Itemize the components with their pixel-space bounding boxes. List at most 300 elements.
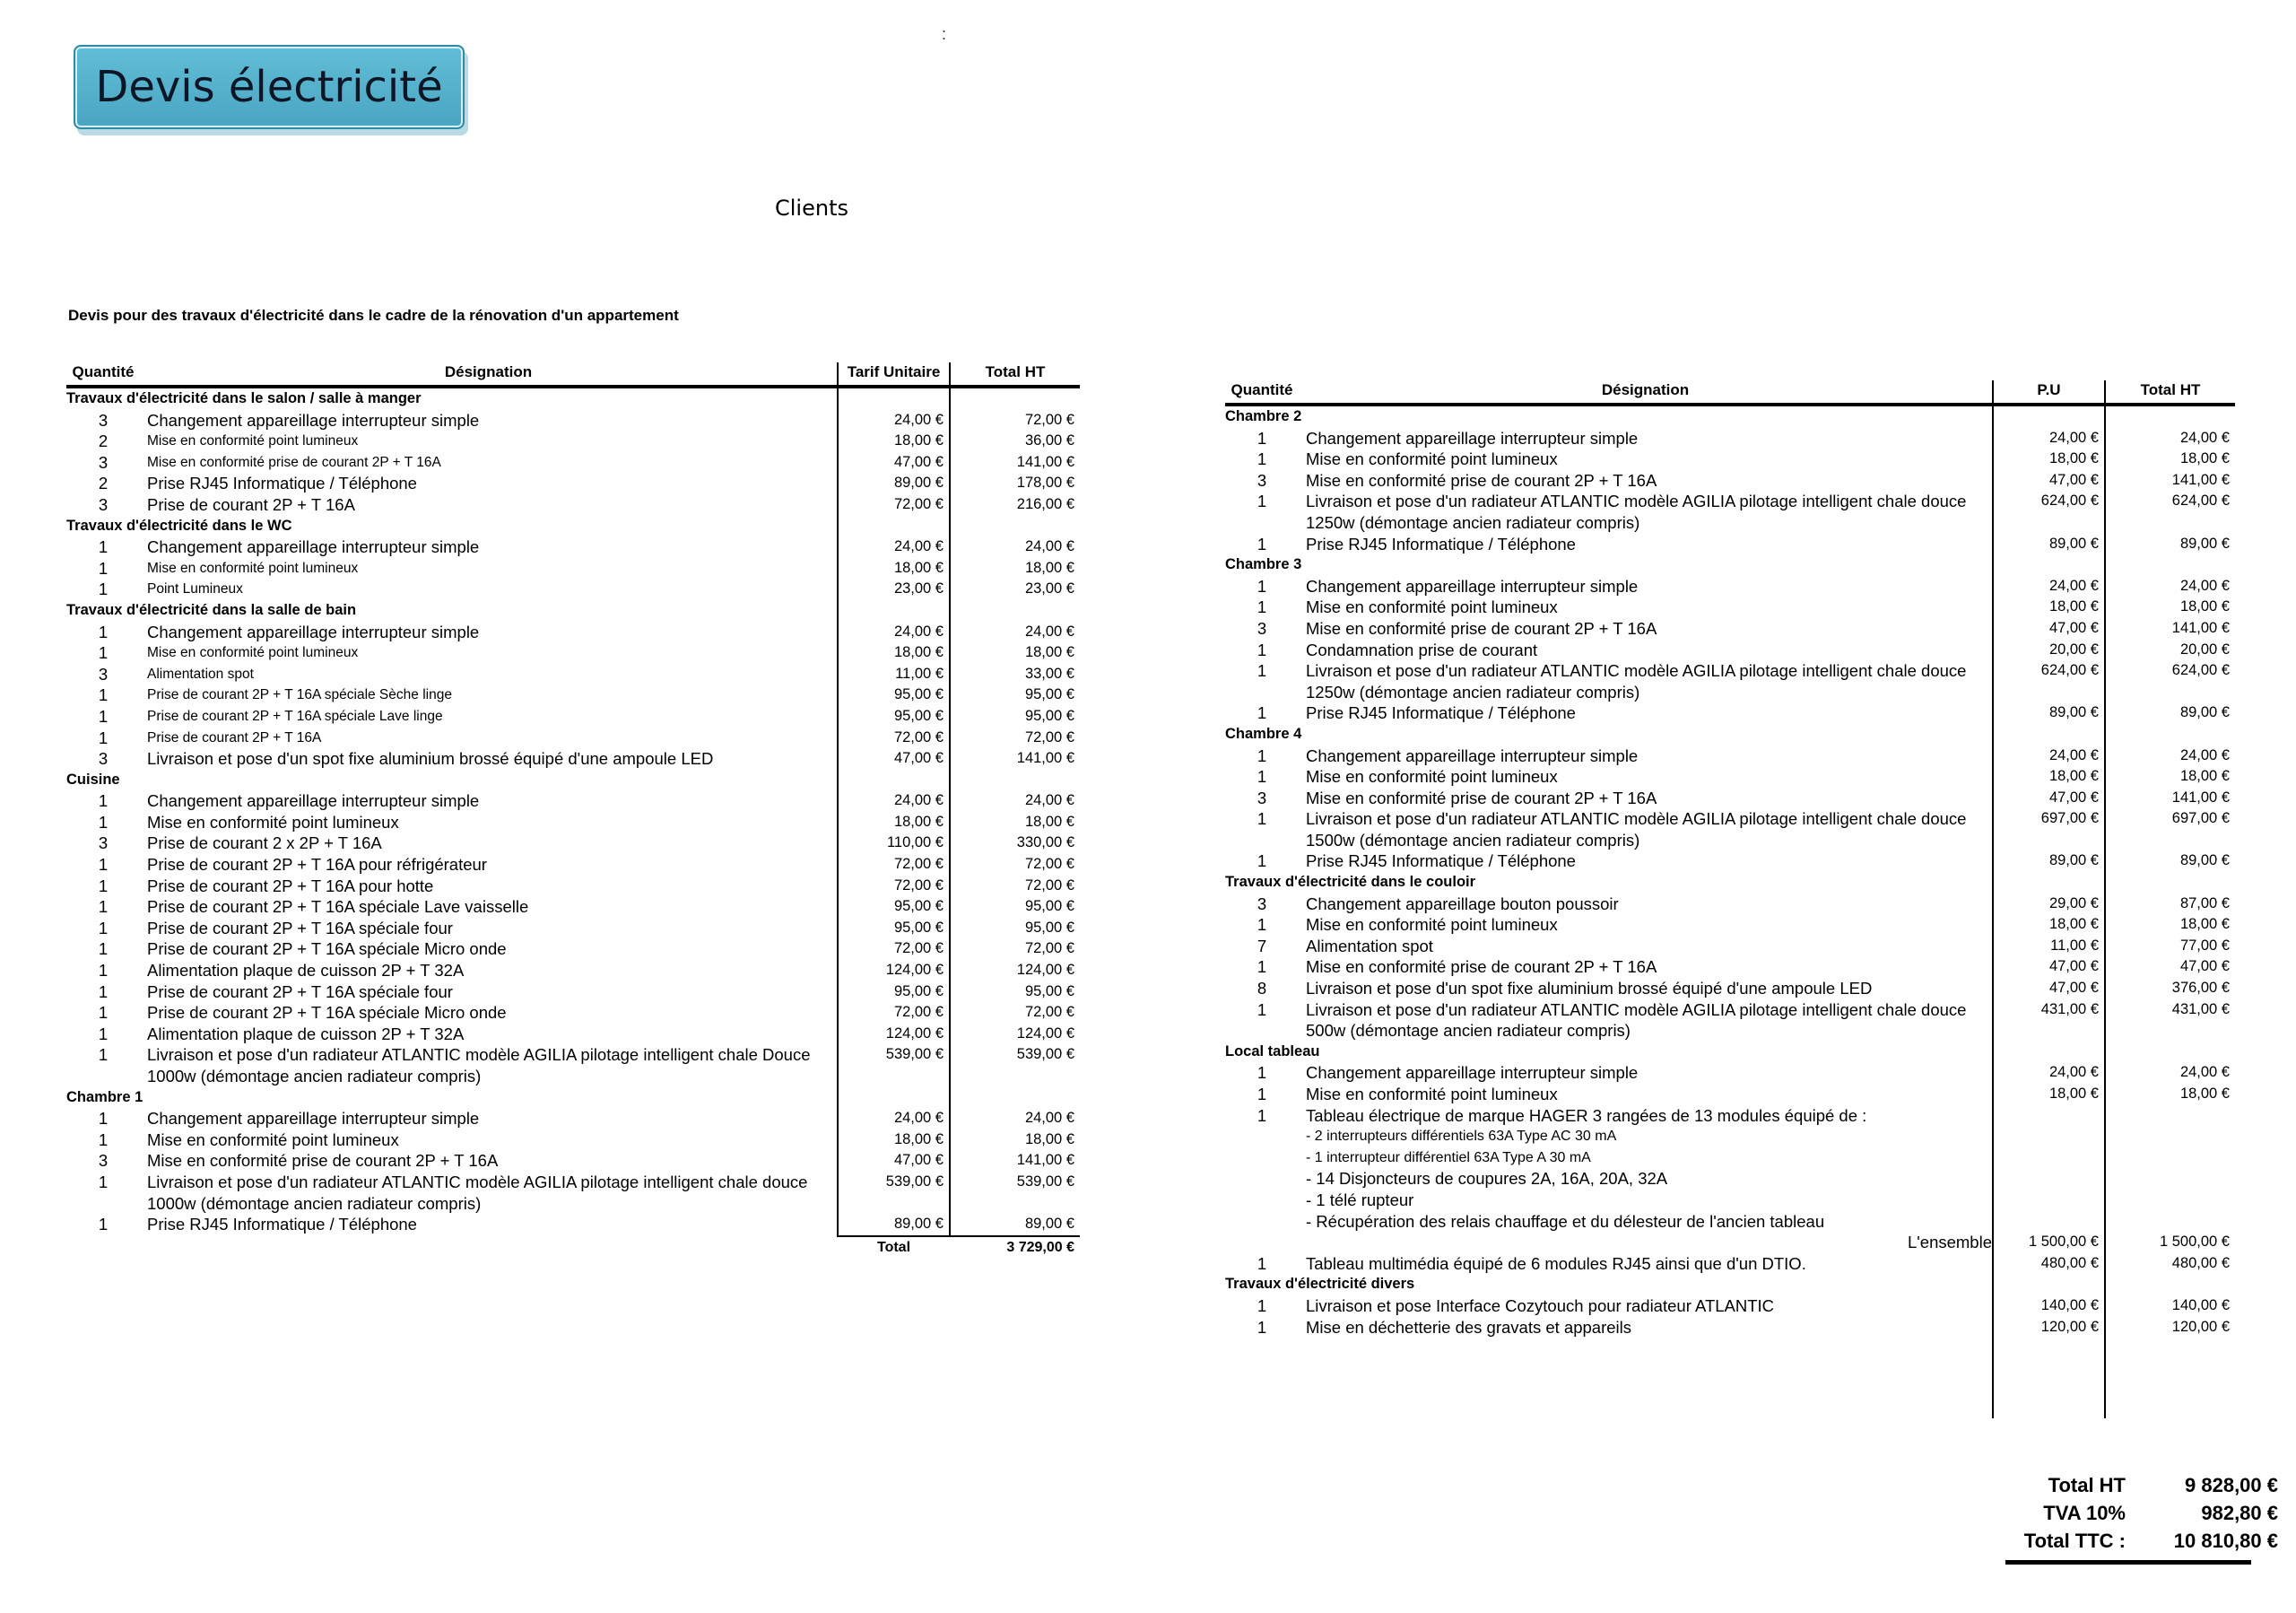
quantity-cell xyxy=(1225,1147,1299,1169)
designation-cell: - 14 Disjoncteurs de coupures 2A, 16A, 20A, 32A xyxy=(1306,1169,1668,1189)
quantity-cell: 1 xyxy=(98,728,109,747)
designation-cell: Prise de courant 2P + T 16A spéciale four xyxy=(147,981,453,1001)
unit-price-cell: 47,00 € xyxy=(1993,956,2105,978)
quantity-cell: 1 xyxy=(1257,597,1267,617)
designation-cell: Livraison et pose d'un radiateur ATLANTIC modèle AGILIA pilotage intelligent chale douce 1500w (démontage ancien radiateur compris) xyxy=(1306,809,1967,850)
quantity-cell: 1 xyxy=(98,918,109,937)
unit-price-cell: 89,00 € xyxy=(1993,850,2105,872)
quantity-cell: 1 xyxy=(1257,640,1267,659)
unit-price-cell: 89,00 € xyxy=(1993,534,2105,555)
line-item-row xyxy=(66,981,1080,1003)
line-item-row xyxy=(1225,766,2235,788)
designation-cell: Prise RJ45 Informatique / Téléphone xyxy=(1306,534,1576,554)
total-cell: 18,00 € xyxy=(2179,1086,2230,1102)
unit-price-cell: 624,00 € xyxy=(1993,660,2105,702)
line-item-row xyxy=(66,1044,1080,1086)
unit-price-cell xyxy=(1993,1274,2105,1295)
section-heading-row xyxy=(1225,1042,2235,1063)
total-cell: 89,00 € xyxy=(2179,852,2230,869)
unit-price-cell: 18,00 € xyxy=(838,431,950,452)
unit-price-cell: 18,00 € xyxy=(1993,766,2105,788)
line-item-row xyxy=(66,431,1080,452)
designation-cell: Changement appareillage interrupteur simple xyxy=(147,622,480,641)
quantity-cell: 1 xyxy=(1257,915,1267,935)
designation-cell: Mise en conformité point lumineux xyxy=(1306,767,1558,787)
quantity-cell: 1 xyxy=(98,1109,109,1129)
quantity-cell: 1 xyxy=(98,812,109,832)
total-ht-label: Total HT xyxy=(2048,1473,2126,1496)
designation-cell: Prise de courant 2P + T 16A spéciale four xyxy=(147,918,453,937)
line-item-row xyxy=(66,494,1080,516)
total-cell: 120,00 € xyxy=(2171,1318,2230,1335)
unit-price-cell: 11,00 € xyxy=(838,664,950,685)
line-item-row xyxy=(1225,1232,2235,1253)
quantity-cell: 3 xyxy=(98,452,109,472)
total-cell: 24,00 € xyxy=(1024,1110,1074,1127)
quantity-cell: 1 xyxy=(98,1129,109,1149)
designation-cell: Livraison et pose d'un radiateur ATLANTIC modèle AGILIA pilotage intelligent chale douce 1250w (démontage ancien radiateur compris) xyxy=(1306,661,1967,702)
line-item-row xyxy=(1225,1190,2235,1211)
quantity-cell: 1 xyxy=(1257,661,1267,681)
designation-cell: Mise en conformité prise de courant 2P + T 16A xyxy=(1306,957,1657,977)
total-cell: 140,00 € xyxy=(2171,1296,2230,1313)
right-quote-table xyxy=(1225,380,2235,1418)
designation-cell: Livraison et pose d'un radiateur ATLANTIC modèle AGILIA pilotage intelligent chale douce 1000w (démontage ancien radiateur compris) xyxy=(147,1172,808,1213)
quantity-cell: 1 xyxy=(98,939,109,959)
quantity-cell: 3 xyxy=(98,833,109,853)
designation-cell: Condamnation prise de courant xyxy=(1306,640,1538,659)
designation-cell: Changement appareillage interrupteur simple xyxy=(147,537,480,557)
subtotal-row xyxy=(66,1236,1080,1259)
total-cell xyxy=(2105,1274,2235,1295)
designation-cell: Point Lumineux xyxy=(147,581,243,597)
line-item-row xyxy=(66,664,1080,685)
section-heading-row xyxy=(1225,724,2235,745)
total-cell: 141,00 € xyxy=(1016,1152,1074,1169)
total-cell: 431,00 € xyxy=(2171,1000,2230,1017)
section-heading-row xyxy=(1225,554,2235,576)
unit-price-cell: 24,00 € xyxy=(838,790,950,812)
designation-cell: Changement appareillage interrupteur simple xyxy=(1306,428,1639,448)
line-item-row xyxy=(66,410,1080,432)
designation-cell: Mise en conformité point lumineux xyxy=(1306,597,1558,617)
quantity-cell: 3 xyxy=(98,410,109,430)
blank-row xyxy=(1225,1338,2235,1418)
unit-price-cell: 72,00 € xyxy=(838,854,950,876)
total-cell: 539,00 € xyxy=(1016,1173,1074,1190)
line-item-row xyxy=(66,854,1080,876)
unit-price-cell: 539,00 € xyxy=(838,1172,950,1214)
total-cell: 18,00 € xyxy=(1024,1130,1074,1147)
total-cell: 24,00 € xyxy=(2179,746,2230,763)
header-quantity: Quantité xyxy=(1225,380,1299,405)
total-ttc-label: Total TTC : xyxy=(2023,1529,2126,1552)
line-item-row xyxy=(1225,894,2235,915)
total-cell xyxy=(950,387,1080,410)
line-item-row xyxy=(1225,978,2235,999)
line-item-row xyxy=(1225,660,2235,702)
designation-cell: Prise de courant 2P + T 16A spéciale Micro onde xyxy=(147,939,507,959)
line-item-row xyxy=(66,1129,1080,1151)
total-cell: 124,00 € xyxy=(1016,962,1074,979)
designation-cell: Prise de courant 2P + T 16A xyxy=(147,494,355,514)
unit-price-cell: 95,00 € xyxy=(838,684,950,706)
total-cell: 141,00 € xyxy=(2171,619,2230,636)
unit-price-cell xyxy=(1993,1105,2105,1127)
line-item-row xyxy=(1225,850,2235,872)
designation-cell: Alimentation spot xyxy=(1306,936,1433,955)
unit-price-cell: 47,00 € xyxy=(1993,470,2105,492)
quote-subtitle: Devis pour des travaux d'électricité dans le cadre de la rénovation d'un appartement xyxy=(68,307,679,324)
unit-price-cell: 24,00 € xyxy=(838,1108,950,1129)
unit-price-cell xyxy=(1993,1126,2105,1147)
designation-cell: Mise en conformité prise de courant 2P + T 16A xyxy=(1306,618,1657,638)
unit-price-cell: 47,00 € xyxy=(838,748,950,770)
total-cell: 24,00 € xyxy=(2179,1064,2230,1081)
total-cell: 18,00 € xyxy=(2179,768,2230,785)
total-cell: 141,00 € xyxy=(2171,471,2230,488)
total-cell: 24,00 € xyxy=(1024,538,1074,555)
section-heading-row xyxy=(1225,1274,2235,1295)
header-designation: Désignation xyxy=(140,362,838,387)
quantity-cell: 1 xyxy=(1257,428,1267,448)
unit-price-cell xyxy=(838,1087,950,1109)
line-item-row xyxy=(66,642,1080,664)
total-cell xyxy=(2105,1168,2235,1190)
unit-price-cell: 47,00 € xyxy=(1993,978,2105,999)
right-quote-table-wrap xyxy=(1225,380,2235,1418)
designation-cell: Prise de courant 2 x 2P + T 16A xyxy=(147,833,382,853)
unit-price-cell: 124,00 € xyxy=(838,1024,950,1045)
total-cell: 539,00 € xyxy=(1016,1046,1074,1063)
quantity-cell: 3 xyxy=(1257,788,1267,807)
header-designation: Désignation xyxy=(1299,380,1993,405)
designation-cell: Changement appareillage interrupteur simple xyxy=(147,1109,480,1129)
designation-cell: Livraison et pose d'un radiateur ATLANTIC modèle AGILIA pilotage intelligent chale douce 1250w (démontage ancien radiateur compris) xyxy=(1306,492,1967,532)
total-cell: 95,00 € xyxy=(1024,898,1074,915)
unit-price-cell: 20,00 € xyxy=(1993,640,2105,661)
quantity-cell xyxy=(1225,1190,1299,1211)
quantity-cell: 3 xyxy=(98,1151,109,1171)
quantity-cell: 1 xyxy=(98,876,109,895)
section-heading-row xyxy=(66,770,1080,791)
total-cell: 18,00 € xyxy=(1024,813,1074,830)
unit-price-cell: 110,00 € xyxy=(838,833,950,854)
quantity-cell: 1 xyxy=(98,961,109,981)
section-heading: Travaux d'électricité dans le WC xyxy=(66,517,292,534)
quantity-cell: 8 xyxy=(1257,979,1267,998)
section-heading: Chambre 3 xyxy=(1225,556,1302,573)
line-item-row xyxy=(1225,1253,2235,1275)
total-cell: 216,00 € xyxy=(1016,495,1074,512)
line-item-row xyxy=(1225,1126,2235,1147)
quantity-cell: 1 xyxy=(98,1215,109,1234)
line-item-row xyxy=(66,918,1080,939)
quantity-cell: 2 xyxy=(98,432,109,451)
designation-cell: Mise en conformité point lumineux xyxy=(1306,1085,1558,1103)
total-cell: 95,00 € xyxy=(1024,919,1074,936)
quantity-cell: 1 xyxy=(98,897,109,917)
total-cell: 72,00 € xyxy=(1024,856,1074,873)
line-item-row xyxy=(66,1108,1080,1129)
header-unit-price: P.U xyxy=(1993,380,2105,405)
unit-price-cell: 95,00 € xyxy=(838,706,950,728)
header-unit-price: Tarif Unitaire xyxy=(838,362,950,387)
total-cell xyxy=(2105,1211,2235,1233)
unit-price-cell: 18,00 € xyxy=(838,812,950,833)
line-item-row xyxy=(66,938,1080,960)
quantity-cell: 1 xyxy=(1257,957,1267,977)
section-heading: Chambre 4 xyxy=(1225,725,1302,742)
unit-price-cell xyxy=(1993,554,2105,576)
quantity-cell: 1 xyxy=(1257,449,1267,469)
total-cell: 72,00 € xyxy=(1024,728,1074,745)
total-cell: 18,00 € xyxy=(2179,916,2230,933)
designation-cell: Mise en conformité point lumineux xyxy=(1306,449,1558,469)
unit-price-cell xyxy=(838,600,950,622)
designation-cell: Alimentation spot xyxy=(147,666,254,682)
unit-price-cell: 23,00 € xyxy=(838,579,950,600)
line-item-row xyxy=(66,896,1080,918)
unit-price-cell: 18,00 € xyxy=(1993,449,2105,470)
total-cell: 624,00 € xyxy=(2171,662,2230,679)
quantity-cell: 3 xyxy=(1257,470,1267,490)
line-item-row xyxy=(1225,914,2235,936)
total-cell: 18,00 € xyxy=(2179,450,2230,467)
unit-price-cell: 120,00 € xyxy=(1993,1317,2105,1338)
line-item-row xyxy=(1225,534,2235,555)
quantity-cell: 1 xyxy=(98,855,109,875)
unit-price-cell xyxy=(1993,1190,2105,1211)
quantity-cell: 1 xyxy=(98,1024,109,1043)
line-item-row xyxy=(66,558,1080,580)
total-cell: 330,00 € xyxy=(1016,834,1074,851)
total-cell: 141,00 € xyxy=(1016,453,1074,470)
quantity-cell: 1 xyxy=(1257,576,1267,596)
designation-cell: - Récupération des relais chauffage et du délesteur de l'ancien tableau xyxy=(1306,1211,1825,1231)
total-cell xyxy=(2105,405,2235,428)
line-item-row xyxy=(1225,428,2235,449)
designation-cell: Livraison et pose Interface Cozytouch pour radiateur ATLANTIC xyxy=(1306,1295,1775,1315)
unit-price-cell: 18,00 € xyxy=(838,558,950,580)
total-cell xyxy=(950,600,1080,622)
left-quote-table-wrap xyxy=(66,362,1080,1258)
quantity-cell: 1 xyxy=(1257,1317,1267,1337)
designation-cell: Mise en conformité prise de courant 2P + T 16A xyxy=(1306,788,1657,807)
section-heading: Chambre 1 xyxy=(66,1088,144,1105)
line-item-row xyxy=(1225,745,2235,767)
header-colon: : xyxy=(942,25,947,43)
total-cell xyxy=(2105,1105,2235,1127)
total-cell: 95,00 € xyxy=(1024,686,1074,703)
grand-totals xyxy=(1973,1471,2278,1555)
quantity-cell: 1 xyxy=(1257,767,1267,787)
quantity-cell: 1 xyxy=(1257,534,1267,554)
total-cell xyxy=(950,770,1080,791)
document-title: Devis électricité xyxy=(74,45,465,129)
section-heading-row xyxy=(66,387,1080,410)
designation-cell: Prise de courant 2P + T 16A xyxy=(147,729,322,745)
unit-price-cell: 18,00 € xyxy=(1993,597,2105,618)
section-heading-row xyxy=(66,516,1080,537)
unit-price-cell: 431,00 € xyxy=(1993,999,2105,1042)
total-cell: 33,00 € xyxy=(1024,665,1074,682)
section-heading: Local tableau xyxy=(1225,1042,1320,1059)
unit-price-cell xyxy=(1993,1042,2105,1063)
blank-cell xyxy=(1299,1338,1993,1418)
clients-label: Clients xyxy=(775,196,848,221)
total-cell xyxy=(2105,1147,2235,1169)
designation-cell: Prise RJ45 Informatique / Téléphone xyxy=(1306,851,1576,871)
total-cell: 77,00 € xyxy=(2179,937,2230,954)
line-item-row xyxy=(1225,788,2235,809)
unit-price-cell xyxy=(1993,724,2105,745)
total-cell: 24,00 € xyxy=(1024,792,1074,809)
line-item-row xyxy=(66,473,1080,494)
line-item-row xyxy=(66,1214,1080,1236)
line-item-row xyxy=(66,1024,1080,1045)
header-quantity: Quantité xyxy=(66,362,140,387)
left-table-header xyxy=(66,362,1080,387)
unit-price-cell: 480,00 € xyxy=(1993,1253,2105,1275)
total-cell: 20,00 € xyxy=(2179,641,2230,658)
quantity-cell: 3 xyxy=(1257,618,1267,638)
total-cell xyxy=(2105,872,2235,894)
quantity-cell: 1 xyxy=(1257,1085,1267,1103)
total-cell: 89,00 € xyxy=(2179,535,2230,552)
designation-cell: Prise de courant 2P + T 16A spéciale Micro onde xyxy=(147,1003,507,1023)
line-item-row xyxy=(1225,1168,2235,1190)
designation-cell: Changement appareillage interrupteur simple xyxy=(147,410,480,430)
section-heading: Cuisine xyxy=(66,771,120,788)
line-item-row xyxy=(1225,1317,2235,1338)
line-item-row xyxy=(66,622,1080,643)
line-item-row xyxy=(1225,640,2235,661)
unit-price-cell: 24,00 € xyxy=(1993,1062,2105,1084)
quantity-cell: 1 xyxy=(1257,745,1267,765)
line-item-row xyxy=(66,684,1080,706)
line-item-row xyxy=(66,728,1080,749)
unit-price-cell: 24,00 € xyxy=(1993,428,2105,449)
designation-cell: Prise de courant 2P + T 16A pour hotte xyxy=(147,876,434,895)
designation-cell: Changement appareillage bouton poussoir xyxy=(1306,894,1619,913)
section-heading: Travaux d'électricité dans la salle de bain xyxy=(66,601,357,618)
unit-price-cell: 72,00 € xyxy=(838,728,950,749)
designation-cell: Mise en conformité prise de courant 2P + T 16A xyxy=(147,1151,499,1171)
quantity-cell: 1 xyxy=(98,1045,109,1065)
designation-cell: Mise en conformité point lumineux xyxy=(1306,915,1558,935)
quantity-cell: 1 xyxy=(1257,1253,1267,1273)
designation-cell: - 1 télé rupteur xyxy=(1306,1190,1414,1209)
line-item-row xyxy=(66,790,1080,812)
line-item-row xyxy=(1225,1211,2235,1233)
designation-cell: Tableau multimédia équipé de 6 modules RJ45 ainsi que d'un DTIO. xyxy=(1306,1253,1806,1273)
quantity-cell: 1 xyxy=(98,1172,109,1191)
quantity-cell: 1 xyxy=(98,685,109,705)
designation-cell: Mise en conformité point lumineux xyxy=(147,433,359,449)
designation-cell: Alimentation plaque de cuisson 2P + T 32A xyxy=(147,961,465,981)
unit-price-cell: 47,00 € xyxy=(1993,788,2105,809)
totals-underline xyxy=(2005,1560,2251,1565)
designation-cell: Tableau électrique de marque HAGER 3 rangées de 13 modules équipé de : xyxy=(1306,1105,1867,1125)
unit-price-cell: 72,00 € xyxy=(838,494,950,516)
total-cell: 72,00 € xyxy=(1024,876,1074,894)
designation-cell: Prise de courant 2P + T 16A spéciale Lave vaisselle xyxy=(147,897,529,917)
total-cell: 124,00 € xyxy=(1016,1024,1074,1042)
total-cell: 141,00 € xyxy=(2171,789,2230,806)
total-cell: 95,00 € xyxy=(1024,982,1074,999)
designation-cell: Livraison et pose d'un radiateur ATLANTIC modèle AGILIA pilotage intelligent chale douce 500w (démontage ancien radiateur compris) xyxy=(1306,999,1967,1041)
line-item-row xyxy=(66,1150,1080,1172)
line-item-row xyxy=(1225,808,2235,850)
quantity-cell: 1 xyxy=(98,558,109,578)
designation-cell: L'ensemble xyxy=(1907,1233,1992,1252)
total-cell: 624,00 € xyxy=(2171,493,2230,510)
line-item-row xyxy=(66,960,1080,981)
quantity-cell: 1 xyxy=(98,622,109,641)
header-total-ht: Total HT xyxy=(950,362,1080,387)
total-cell: 23,00 € xyxy=(1024,580,1074,597)
unit-price-cell: 47,00 € xyxy=(838,452,950,474)
section-heading: Travaux d'électricité divers xyxy=(1225,1276,1415,1293)
blank-cell xyxy=(2105,1338,2235,1418)
total-cell: 72,00 € xyxy=(1024,940,1074,957)
quantity-cell: 3 xyxy=(98,494,109,514)
line-item-row xyxy=(1225,491,2235,533)
designation-cell: Livraison et pose d'un spot fixe aluminium brossé équipé d'une ampoule LED xyxy=(147,749,714,769)
unit-price-cell: 24,00 € xyxy=(1993,576,2105,597)
line-item-row xyxy=(66,876,1080,897)
line-item-row xyxy=(1225,956,2235,978)
section-heading-row xyxy=(66,600,1080,622)
designation-cell: Mise en conformité point lumineux xyxy=(147,645,359,661)
line-item-row xyxy=(66,1002,1080,1024)
quantity-cell: 1 xyxy=(1257,809,1267,829)
total-cell: 72,00 € xyxy=(1024,1004,1074,1021)
total-cell: 89,00 € xyxy=(2179,704,2230,721)
section-heading: Travaux d'électricité dans le salon / salle à manger xyxy=(66,390,422,406)
designation-cell: Mise en conformité point lumineux xyxy=(147,1129,399,1149)
unit-price-cell xyxy=(1993,1147,2105,1169)
unit-price-cell: 47,00 € xyxy=(838,1150,950,1172)
designation-cell: Mise en conformité prise de courant 2P + T 16A xyxy=(1306,470,1657,490)
unit-price-cell: 72,00 € xyxy=(838,876,950,897)
quantity-cell: 3 xyxy=(98,664,109,684)
unit-price-cell: 140,00 € xyxy=(1993,1295,2105,1317)
line-item-row xyxy=(66,812,1080,833)
line-item-row xyxy=(66,1172,1080,1214)
unit-price-cell: 11,00 € xyxy=(1993,936,2105,957)
line-item-row xyxy=(1225,1084,2235,1105)
line-item-row xyxy=(66,748,1080,770)
total-cell xyxy=(2105,724,2235,745)
designation-cell: Mise en conformité point lumineux xyxy=(147,560,359,576)
unit-price-cell xyxy=(838,387,950,410)
total-cell: 18,00 € xyxy=(1024,559,1074,576)
unit-price-cell: 539,00 € xyxy=(838,1044,950,1086)
unit-price-cell: 95,00 € xyxy=(838,981,950,1003)
line-item-row xyxy=(1225,470,2235,492)
total-cell: 24,00 € xyxy=(2179,429,2230,446)
total-cell: 72,00 € xyxy=(1024,411,1074,428)
subtotal-value: 3 729,00 € xyxy=(950,1236,1080,1259)
designation-cell: Mise en conformité point lumineux xyxy=(147,812,399,832)
section-heading-row xyxy=(1225,405,2235,428)
unit-price-cell: 1 500,00 € xyxy=(1993,1232,2105,1253)
line-item-row xyxy=(1225,1105,2235,1127)
line-item-row xyxy=(1225,936,2235,957)
total-cell xyxy=(2105,554,2235,576)
